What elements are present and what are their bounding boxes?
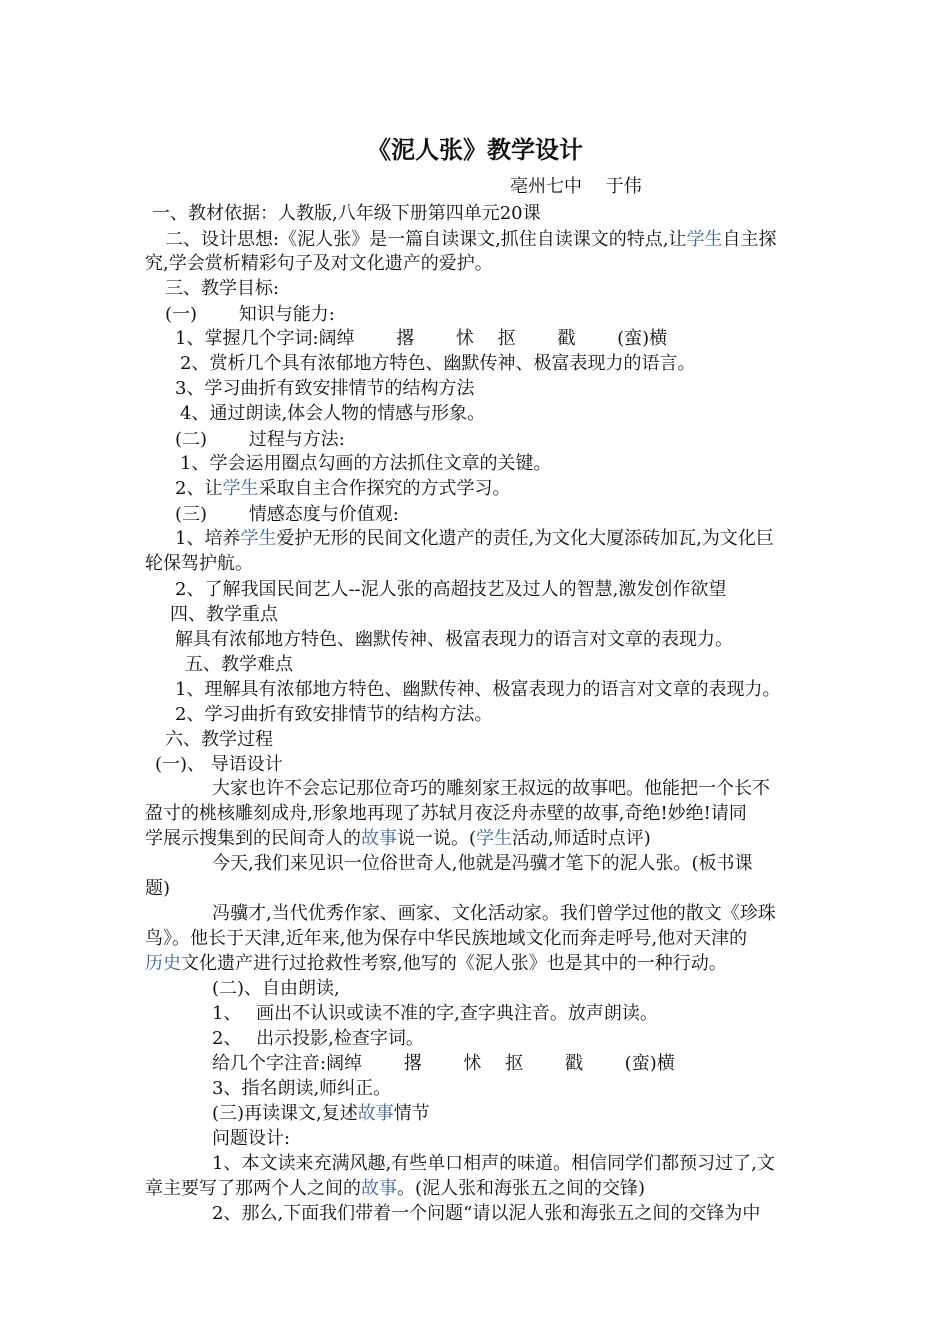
- text-line: [175, 628, 950, 652]
- text-segment: 爱护无形的民间文化遗产的责任,为文化大厦添砖加瓦,为文化巨: [276, 528, 774, 549]
- text-line: [180, 402, 950, 426]
- keyword-link[interactable]: 学生: [222, 478, 259, 499]
- text-line: [165, 277, 950, 301]
- text-segment: (二) 过程与方法:: [175, 429, 345, 450]
- text-segment: 1、 画出不认识或读不准的字,查字典注音。放声朗读。: [212, 1003, 658, 1024]
- keyword-link[interactable]: 故事: [361, 828, 397, 849]
- text-line: [212, 852, 950, 876]
- text-line: [175, 578, 950, 602]
- text-line: [212, 1002, 950, 1026]
- text-segment: 一、教材依据：人教版,八年级下册第四单元20课: [152, 203, 541, 224]
- text-segment: 大家也许不会忘记那位奇巧的雕刻家王叔远的故事吧。他能把一个长不: [212, 778, 770, 799]
- text-segment: 四、教学重点: [170, 604, 278, 625]
- text-line: [212, 1202, 950, 1226]
- text-line: [175, 678, 950, 702]
- text-segment: 1、理解具有浓郁地方特色、幽默传神、极富表现力的语言对文章的表现力。: [175, 679, 781, 700]
- keyword-link[interactable]: 故事: [357, 1103, 394, 1124]
- text-segment: 活动,师适时点评): [512, 828, 651, 849]
- text-line: [175, 377, 950, 401]
- keyword-link[interactable]: 故事: [361, 1178, 397, 1199]
- text-line: [170, 603, 950, 627]
- text-line: [212, 777, 950, 801]
- text-segment: 题): [145, 878, 171, 899]
- text-line: [165, 228, 950, 252]
- text-line: [145, 1177, 950, 1201]
- text-segment: 章主要写了那两个人之间的: [145, 1178, 361, 1199]
- text-line: [175, 327, 950, 351]
- text-segment: (三) 情感态度与价值观:: [175, 504, 399, 525]
- text-line: [175, 477, 950, 501]
- text-line: [212, 1027, 950, 1051]
- text-segment: 1、学会运用圈点勾画的方法抓住文章的关键。: [180, 453, 552, 474]
- text-line: [145, 252, 950, 276]
- text-segment: 2、了解我国民间艺人--泥人张的高超技艺及过人的智慧,激发创作欲望: [175, 579, 727, 600]
- text-segment: 2、学习曲折有致安排情节的结构方法。: [175, 704, 493, 725]
- text-line: [212, 1077, 950, 1101]
- text-segment: 采取自主合作探究的方式学习。: [258, 478, 511, 499]
- text-line: [175, 428, 950, 452]
- text-segment: 今天,我们来见识一位俗世奇人,他就是冯骥才笔下的泥人张。(板书课: [212, 853, 753, 874]
- text-segment: 自主探: [722, 229, 777, 250]
- text-segment: 轮保驾护航。: [145, 553, 253, 574]
- keyword-link[interactable]: 历史: [145, 953, 181, 974]
- keyword-link[interactable]: 学生: [240, 528, 277, 549]
- text-line: [165, 303, 950, 327]
- text-line: [155, 753, 950, 777]
- text-line: [212, 977, 950, 1001]
- text-line: [165, 728, 950, 752]
- text-line: [175, 503, 950, 527]
- text-line: [175, 527, 950, 551]
- text-segment: (二)、自由朗读,: [212, 978, 340, 999]
- text-segment: 1、掌握几个字词:阔绰 撂 怵 抠 戳 (蛮)横: [175, 328, 668, 349]
- text-segment: 2、 出示投影,检查字词。: [212, 1028, 424, 1049]
- text-segment: 3、学习曲折有致安排情节的结构方法: [175, 378, 475, 399]
- text-segment: 1、培养: [175, 528, 241, 549]
- text-segment: 2、让: [175, 478, 223, 499]
- text-segment: 给几个字注音:阔绰 撂 怵 抠 戳 (蛮)横: [212, 1053, 675, 1074]
- text-segment: 解具有浓郁地方特色、幽默传神、极富表现力的语言对文章的表现力。: [175, 629, 733, 650]
- text-segment: 五、教学难点: [185, 654, 293, 675]
- text-line: [145, 802, 950, 826]
- keyword-link[interactable]: 学生: [476, 828, 513, 849]
- text-segment: 六、教学过程: [165, 729, 273, 750]
- keyword-link[interactable]: 学生: [686, 229, 723, 250]
- text-segment: 说一说。(: [397, 828, 477, 849]
- text-segment: 。(泥人张和海张五之间的交锋): [397, 1178, 646, 1199]
- text-segment: (一) 知识与能力:: [165, 304, 335, 325]
- text-line: [212, 1102, 950, 1126]
- text-line: [145, 952, 950, 976]
- text-segment: 情节: [393, 1103, 430, 1124]
- text-segment: 学展示搜集到的民间奇人的: [145, 828, 361, 849]
- text-line: [145, 827, 950, 851]
- text-segment: 2、那么,下面我们带着一个问题“请以泥人张和海张五之间的交锋为中: [212, 1203, 761, 1224]
- text-segment: 1、本文读来充满风趣,有些单口相声的味道。相信同学们都预习过了,文: [212, 1153, 775, 1174]
- text-line: [145, 877, 950, 901]
- text-segment: 4、通过朗读,体会人物的情感与形象。: [180, 403, 486, 424]
- text-segment: 究,学会赏析精彩句子及对文化遗产的爱护。: [145, 253, 493, 274]
- text-segment: 盈寸的桃核雕刻成舟,形象地再现了苏轼月夜泛舟赤壁的故事,奇绝!妙绝!请同: [145, 803, 747, 824]
- text-line: [175, 703, 950, 727]
- text-line: [180, 352, 950, 376]
- text-line: [145, 927, 950, 951]
- text-line: [212, 1052, 950, 1076]
- text-segment: 冯骥才,当代优秀作家、画家、文化活动家。我们曾学过他的散文《珍珠: [212, 903, 776, 924]
- author-line: 亳州七中 于伟: [510, 176, 642, 197]
- text-line: [180, 452, 950, 476]
- text-line: [212, 1127, 950, 1151]
- text-segment: 二、设计思想:《泥人张》是一篇自读课文,抓住自读课文的特点,让: [165, 229, 687, 250]
- text-segment: 鸟》。他长于天津,近年来,他为保存中华民族地域文化而奔走呼号,他对天津的: [145, 928, 748, 949]
- text-segment: (一)、 导语设计: [155, 754, 283, 775]
- text-line: [185, 653, 950, 677]
- text-line: [212, 1152, 950, 1176]
- text-segment: (三)再读课文,复述: [212, 1103, 358, 1124]
- text-segment: 三、教学目标:: [165, 278, 280, 299]
- text-segment: 2、赏析几个具有浓郁地方特色、幽默传神、极富表现力的语言。: [180, 353, 696, 374]
- text-line: [212, 902, 950, 926]
- text-line: [145, 552, 950, 576]
- text-segment: 3、指名朗读,师纠正。: [212, 1078, 392, 1099]
- text-segment: 文化遗产进行过抢救性考察,他写的《泥人张》也是其中的一种行动。: [181, 953, 727, 974]
- text-segment: 问题设计:: [212, 1128, 291, 1149]
- document-title: 《泥人张》教学设计: [367, 136, 583, 164]
- text-line: [152, 202, 950, 226]
